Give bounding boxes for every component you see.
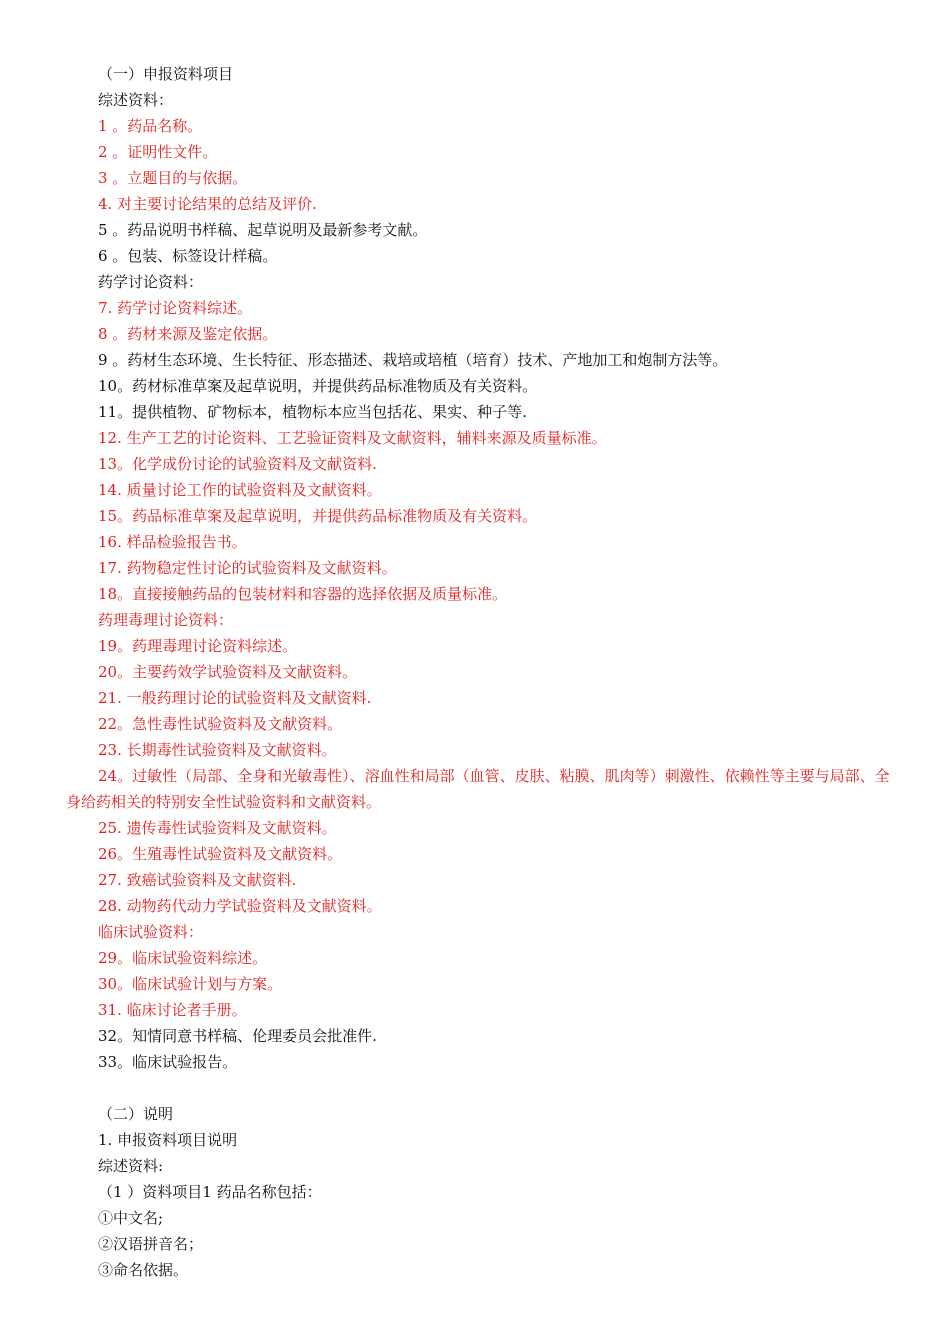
list-item: 23. 长期毒性试验资料及文献资料。 xyxy=(98,741,337,759)
list-item: 25. 遗传毒性试验资料及文献资料。 xyxy=(98,819,337,837)
list-item: 3 。立题目的与依据。 xyxy=(98,169,248,187)
note-line: 综述资料: xyxy=(98,1157,164,1175)
section-heading-notes: （二）说明 xyxy=(98,1105,174,1123)
list-item: 28. 动物药代动力学试验资料及文献资料。 xyxy=(98,897,382,915)
group-title-pharmacology-toxicology: 药理毒理讨论资料： xyxy=(98,611,234,629)
section-heading-application-items: （一）申报资料项目 xyxy=(98,65,234,83)
list-item: 1 。药品名称。 xyxy=(98,117,203,135)
note-line: ③命名依据。 xyxy=(98,1261,189,1279)
list-item: 8 。药材来源及鉴定依据。 xyxy=(98,325,278,343)
list-item: 19。药理毒理讨论资料综述。 xyxy=(98,637,298,655)
section-spacer xyxy=(66,1075,892,1101)
list-item: 22。急性毒性试验资料及文献资料。 xyxy=(98,715,343,733)
note-line: （1 ）资料项目1 药品名称包括： xyxy=(98,1183,322,1201)
list-item: 16. 样品检验报告书。 xyxy=(98,533,247,551)
list-item: 15。药品标准草案及起草说明，并提供药品标准物质及有关资料。 xyxy=(98,507,538,525)
list-item: 20。主要药效学试验资料及文献资料。 xyxy=(98,663,358,681)
list-item: 10。药材标准草案及起草说明，并提供药品标准物质及有关资料。 xyxy=(98,377,538,395)
group-title-clinical: 临床试验资料： xyxy=(98,923,204,941)
group-title-pharmacy: 药学讨论资料： xyxy=(98,273,204,291)
document-body xyxy=(66,61,892,1283)
list-item: 18。直接接触药品的包装材料和容器的选择依据及质量标准。 xyxy=(98,585,508,603)
list-item: 11。提供植物、矿物标本，植物标本应当包括花、果实、种子等. xyxy=(98,403,527,421)
list-item: 14. 质量讨论工作的试验资料及文献资料。 xyxy=(98,481,382,499)
list-item: 13。化学成份讨论的试验资料及文献资料. xyxy=(98,455,377,473)
list-item: 24。过敏性（局部、全身和光敏毒性）、溶血性和局部（血管、皮肤、粘膜、肌肉等）刺激性、依赖性等主要与局部、全身给药相关的特别安全性试验资料和文献资料。 xyxy=(66,767,890,811)
note-line: ②汉语拼音名； xyxy=(98,1235,204,1253)
list-item: 27. 致癌试验资料及文献资料. xyxy=(98,871,297,889)
list-item: 29。临床试验资料综述。 xyxy=(98,949,268,967)
list-item: 6 。包装、标签设计样稿。 xyxy=(98,247,278,265)
list-item: 4. 对主要讨论结果的总结及评价. xyxy=(98,195,317,213)
list-item: 30。临床试验计划与方案。 xyxy=(98,975,283,993)
list-item: 17. 药物稳定性讨论的试验资料及文献资料。 xyxy=(98,559,397,577)
list-item: 9 。药材生态环境、生长特征、形态描述、栽培或培植（培育）技术、产地加工和炮制方法等。 xyxy=(98,351,728,369)
list-item: 12. 生产工艺的讨论资料、工艺验证资料及文献资料，辅料来源及质量标准。 xyxy=(98,429,607,447)
list-item: 21. 一般药理讨论的试验资料及文献资料. xyxy=(98,689,372,707)
list-item: 26。生殖毒性试验资料及文献资料。 xyxy=(98,845,343,863)
list-item: 7. 药学讨论资料综述。 xyxy=(98,299,253,317)
list-item: 33。临床试验报告。 xyxy=(98,1053,238,1071)
note-line: ①中文名; xyxy=(98,1209,164,1227)
group-title-summary: 综述资料： xyxy=(98,91,174,109)
list-item: 32。知情同意书样稿、伦理委员会批准件. xyxy=(98,1027,377,1045)
list-item: 5 。药品说明书样稿、起草说明及最新参考文献。 xyxy=(98,221,428,239)
list-item: 2 。证明性文件。 xyxy=(98,143,218,161)
list-item: 31. 临床讨论者手册。 xyxy=(98,1001,247,1019)
note-line: 1. 申报资料项目说明 xyxy=(98,1131,238,1149)
